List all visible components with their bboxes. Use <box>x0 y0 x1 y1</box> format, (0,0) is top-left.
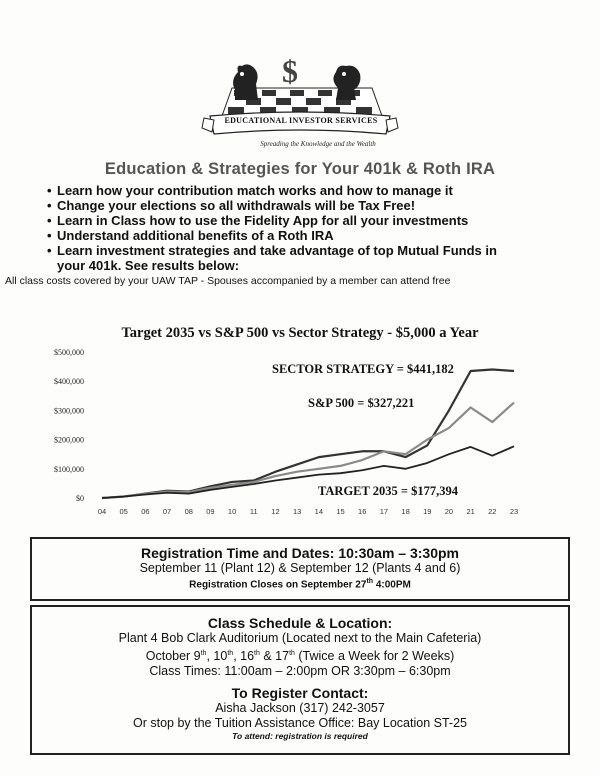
registration-box <box>30 537 570 601</box>
contact-note: To attend: registration is required <box>232 731 368 742</box>
x-tick-label: 21 <box>466 507 475 516</box>
list-item: • Learn investment strategies and take advantage of top Mutual Funds in your 401k. See results below: <box>47 243 567 273</box>
list-item: • Learn how your contribution match works and how to manage it <box>47 183 567 198</box>
x-tick-label: 22 <box>488 507 497 516</box>
x-tick-label: 13 <box>292 507 302 516</box>
x-tick-label: 08 <box>184 507 193 516</box>
x-tick-label: 12 <box>271 507 280 516</box>
logo-graphic <box>200 50 400 150</box>
line-chart <box>0 340 600 530</box>
x-tick-label: 04 <box>97 507 107 516</box>
series-annotation: TARGET 2035 = $177,394 <box>318 484 459 498</box>
y-tick-label: $300,000 <box>54 406 84 416</box>
y-tick-label: $100,000 <box>54 464 84 474</box>
x-tick-label: 14 <box>314 507 324 516</box>
schedule-times: Class Times: 11:00am – 2:00pm OR 3:30pm – 6:30pm <box>149 664 451 679</box>
x-tick-label: 10 <box>227 507 237 516</box>
schedule-box <box>30 605 570 755</box>
registration-title: Registration Time and Dates: 10:30am – 3:30pm <box>141 545 459 561</box>
y-tick-label: $0 <box>76 494 84 503</box>
y-tick-label: $400,000 <box>54 377 84 387</box>
x-tick-label: 09 <box>206 507 215 516</box>
x-tick-label: 11 <box>249 507 258 516</box>
svg-text:$: $ <box>282 53 298 89</box>
x-tick-label: 06 <box>141 507 150 516</box>
logo-tagline: Spreading the Knowledge and the Wealth <box>260 140 376 148</box>
contact-office: Or stop by the Tuition Assistance Office: Bay Location ST-25 <box>133 716 467 731</box>
x-tick-label: 18 <box>401 507 410 516</box>
list-item: • Learn in Class how to use the Fidelity App for all your investments <box>47 213 567 228</box>
benefits-list <box>5 183 567 289</box>
registration-closes: Registration Closes on September 27th 4:00PM <box>189 578 411 591</box>
bleed-through-text <box>370 35 373 46</box>
cost-note: All class costs covered by your UAW TAP - Spouses accompanied by a member can attend free <box>5 275 451 287</box>
x-tick-label: 20 <box>444 507 454 516</box>
page-headline: Education & Strategies for Your 401k & Roth IRA <box>104 160 496 178</box>
x-tick-label: 17 <box>379 507 389 516</box>
logo-banner-text: EDUCATIONAL INVESTOR SERVICES <box>224 116 378 125</box>
schedule-location: Plant 4 Bob Clark Auditorium (Located next to the Main Cafeteria) <box>118 631 482 645</box>
dollar-sign-icon <box>282 53 298 89</box>
schedule-dates: October 9th, 10th, 16th & 17th (Twice a Week for 2 Weeks) <box>145 649 455 664</box>
x-tick-label: 05 <box>119 507 128 516</box>
x-tick-label: 15 <box>336 507 345 516</box>
logo <box>200 50 400 150</box>
series-annotation: SECTOR STRATEGY = $441,182 <box>272 362 454 376</box>
series-annotation: S&P 500 = $327,221 <box>308 396 415 410</box>
registration-dates: September 11 (Plant 12) & September 12 (Plants 4 and 6) <box>139 561 461 575</box>
y-tick-label: $500,000 <box>54 348 84 357</box>
contact-name-phone: Aisha Jackson (317) 242-3057 <box>215 701 385 716</box>
x-tick-label: 19 <box>423 507 432 516</box>
list-item: • Change your elections so all withdrawals will be Tax Free! <box>47 198 567 213</box>
contact-title: To Register Contact: <box>231 685 369 702</box>
x-tick-label: 23 <box>509 507 519 516</box>
schedule-title: Class Schedule & Location: <box>207 615 393 631</box>
chart-title: Target 2035 vs S&P 500 vs Sector Strategy - $5,000 a Year <box>121 325 479 341</box>
x-tick-label: 07 <box>162 507 172 516</box>
x-tick-label: 16 <box>358 507 367 516</box>
series-line-sector-strategy <box>102 370 514 498</box>
list-item: • Understand additional benefits of a Roth IRA <box>47 228 567 243</box>
y-tick-label: $200,000 <box>54 435 84 445</box>
bull-icon <box>233 64 258 100</box>
